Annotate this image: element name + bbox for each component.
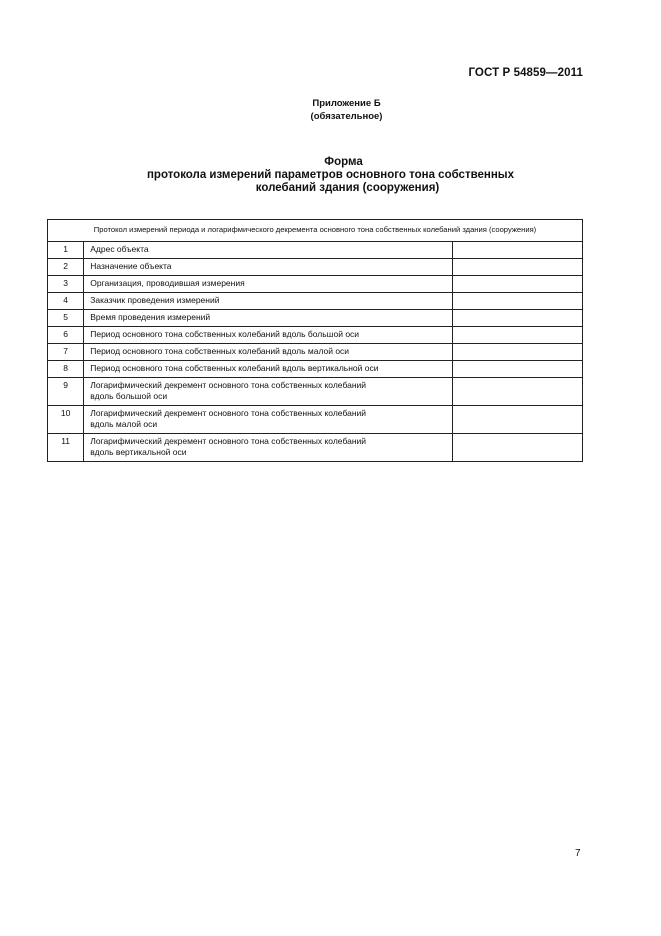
row-value-cell (452, 242, 582, 259)
row-parameter-line: Адрес объекта (90, 244, 149, 254)
row-parameter (84, 310, 453, 327)
table-row (48, 344, 583, 361)
row-value-cell (452, 344, 582, 361)
table-row (48, 434, 583, 462)
row-parameter-line: Логарифмический декремент основного тона собственных колебаний (90, 408, 367, 418)
row-parameter-line: Логарифмический декремент основного тона собственных колебаний (90, 436, 367, 446)
table-row (48, 293, 583, 310)
table-row (48, 276, 583, 293)
row-value-cell (452, 310, 582, 327)
row-number: 4 (48, 293, 84, 310)
row-number: 7 (48, 344, 84, 361)
row-number: 8 (48, 361, 84, 378)
row-parameter (84, 361, 453, 378)
appendix-heading (0, 97, 661, 123)
row-parameter-line: вдоль большой оси (90, 390, 168, 401)
row-parameter-line: вдоль вертикальной оси (90, 446, 187, 457)
row-parameter (84, 259, 453, 276)
row-parameter (84, 344, 453, 361)
protocol-table (47, 219, 583, 462)
row-value-cell (452, 378, 582, 406)
row-parameter-line: Период основного тона собственных колебаний вдоль малой оси (90, 346, 350, 356)
table-row (48, 242, 583, 259)
row-parameter-line: Заказчик проведения измерений (90, 295, 220, 305)
row-parameter-line: Период основного тона собственных колебаний вдоль большой оси (90, 329, 360, 339)
row-number: 9 (48, 378, 84, 406)
row-parameter-line: Логарифмический декремент основного тона собственных колебаний (90, 380, 367, 390)
table-row (48, 361, 583, 378)
row-value-cell (452, 259, 582, 276)
row-value-cell (452, 276, 582, 293)
row-parameter-line: Организация, проводившая измерения (90, 278, 245, 288)
row-parameter (84, 293, 453, 310)
page-number: 7 (575, 848, 581, 859)
row-number: 1 (48, 242, 84, 259)
form-heading-line-1: Форма (324, 156, 363, 168)
row-parameter (84, 327, 453, 344)
table-header: Протокол измерений периода и логарифмического декремента основного тона собственных колебаний здания (сооружения) (48, 220, 583, 242)
row-parameter (84, 242, 453, 259)
row-parameter-line: Назначение объекта (90, 261, 172, 271)
row-value-cell (452, 434, 582, 462)
form-heading (0, 156, 661, 195)
row-parameter-line: Время проведения измерений (90, 312, 211, 322)
row-parameter (84, 406, 453, 434)
table-row (48, 310, 583, 327)
row-number: 10 (48, 406, 84, 434)
document-code: ГОСТ Р 54859—2011 (468, 67, 583, 79)
row-parameter (84, 276, 453, 293)
appendix-status: (обязательное) (310, 111, 383, 122)
appendix-title: Приложение Б (312, 98, 381, 109)
table-row (48, 378, 583, 406)
form-heading-line-3: колебаний здания (сооружения) (255, 182, 440, 194)
row-value-cell (452, 406, 582, 434)
row-value-cell (452, 327, 582, 344)
row-parameter (84, 434, 453, 462)
form-heading-line-2: протокола измерений параметров основного тона собственных (146, 169, 515, 181)
table-row (48, 406, 583, 434)
table-header-row (48, 220, 583, 242)
row-number: 5 (48, 310, 84, 327)
row-value-cell (452, 361, 582, 378)
row-number: 3 (48, 276, 84, 293)
row-value-cell (452, 293, 582, 310)
table-row (48, 327, 583, 344)
row-parameter (84, 378, 453, 406)
row-number: 2 (48, 259, 84, 276)
row-parameter-line: Период основного тона собственных колебаний вдоль вертикальной оси (90, 363, 379, 373)
table-row (48, 259, 583, 276)
row-number: 6 (48, 327, 84, 344)
row-parameter-line: вдоль малой оси (90, 418, 158, 429)
row-number: 11 (48, 434, 84, 462)
